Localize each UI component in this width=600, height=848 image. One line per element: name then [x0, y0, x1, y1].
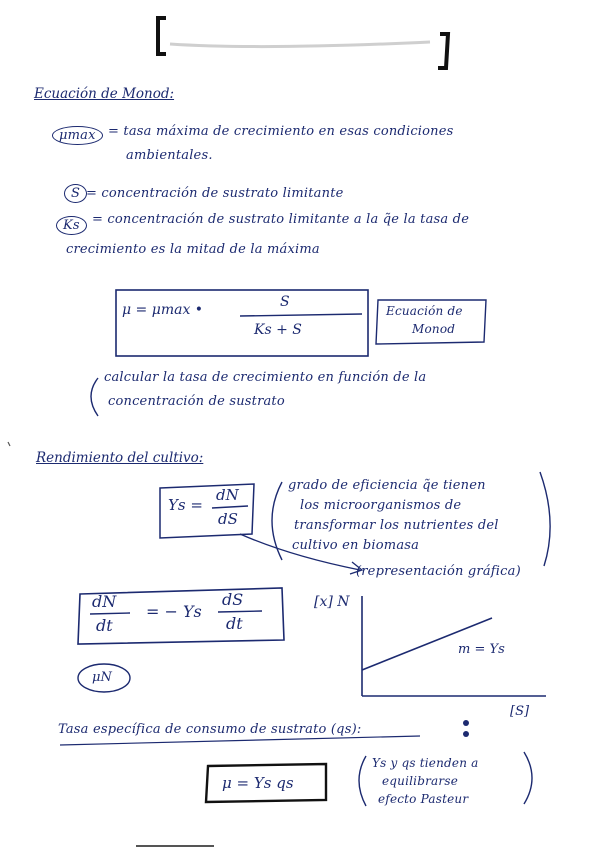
consumption-note-line-3: efecto Pasteur [378, 792, 469, 806]
rate-numerator-right: dS [222, 590, 244, 609]
rate-middle: = − Ys [146, 602, 202, 621]
rate-denominator-left: dt [96, 616, 113, 635]
monod-formula-box [116, 290, 368, 356]
rate-fraction-bar-left [90, 613, 130, 614]
yield-description-line-3: transformar los nutrientes del [294, 518, 499, 533]
ys-formula-lhs: Ys = [168, 496, 203, 514]
s-symbol: S [64, 184, 87, 203]
graph-x-axis-label: [S] [510, 704, 530, 719]
ys-formula-numerator: dN [216, 486, 239, 504]
consumption-heading: Tasa específica de consumo de sustrato (qs): [58, 722, 362, 737]
yield-description-line-1: grado de eficiencia q̃e tienen [288, 478, 486, 493]
header-right-bracket [438, 34, 448, 68]
graph-y-axis-label: [x] N [314, 594, 350, 610]
ks-definition-line-2: crecimiento es la mitad de la máxima [66, 242, 320, 257]
graph-note: (representación gráfica) [356, 564, 521, 579]
mumax-symbol: μmax [52, 126, 103, 145]
monod-formula-label-line-1: Ecuación de [386, 304, 463, 318]
qs-colon-dot-2 [463, 731, 469, 737]
monod-formula-lhs: μ = μmax • [122, 302, 204, 318]
monod-formula-label-line-2: Monod [412, 322, 456, 336]
ys-formula-denominator: dS [218, 510, 238, 528]
mumax-definition-line-1: = tasa máxima de crecimiento en esas condiciones [108, 124, 454, 139]
consumption-note-line-1: Ys y qs tienden a [372, 756, 479, 770]
s-definition: = concentración de sustrato limitante [86, 186, 344, 201]
desc-right-paren [540, 472, 550, 566]
yield-heading: Rendimiento del cultivo: [36, 450, 204, 466]
monod-fraction-bar [240, 314, 362, 316]
monod-note-line-1: calcular la tasa de crecimiento en función de la [104, 370, 427, 385]
rate-fraction-bar-right [218, 611, 262, 612]
yield-description-line-4: cultivo en biomasa [292, 538, 420, 553]
qs-heading-underline [60, 736, 420, 745]
header-left-bracket [158, 18, 166, 54]
header-smudge [170, 42, 430, 47]
consumption-note-right-paren [524, 752, 532, 804]
ks-definition-line-1: = concentración de sustrato limitante a la q̃e la tasa de [92, 212, 470, 227]
yield-description-line-2: los microorganismos de [300, 498, 462, 513]
ys-fraction-bar [212, 506, 248, 508]
rate-denominator-right: dt [226, 614, 243, 633]
consumption-note-left-paren [359, 756, 366, 806]
mumax-definition-line-2: ambientales. [126, 148, 213, 163]
consumption-note-line-2: equilibrarse [382, 774, 458, 788]
monod-heading: Ecuación de Monod: [34, 86, 175, 102]
monod-formula-denominator: Ks + S [254, 322, 302, 338]
graph-slope-label: m = Ys [458, 642, 505, 657]
mu-n-label: μN [92, 670, 112, 685]
note-left-paren [91, 378, 98, 416]
qs-colon-dot-1 [463, 720, 469, 726]
ks-symbol: Ks [56, 216, 87, 235]
monod-formula-numerator: S [280, 294, 290, 310]
monod-note-line-2: concentración de sustrato [108, 394, 285, 409]
stray-mark [8, 442, 10, 446]
consumption-formula: μ = Ys qs [222, 774, 294, 792]
rate-numerator-left: dN [92, 592, 117, 611]
